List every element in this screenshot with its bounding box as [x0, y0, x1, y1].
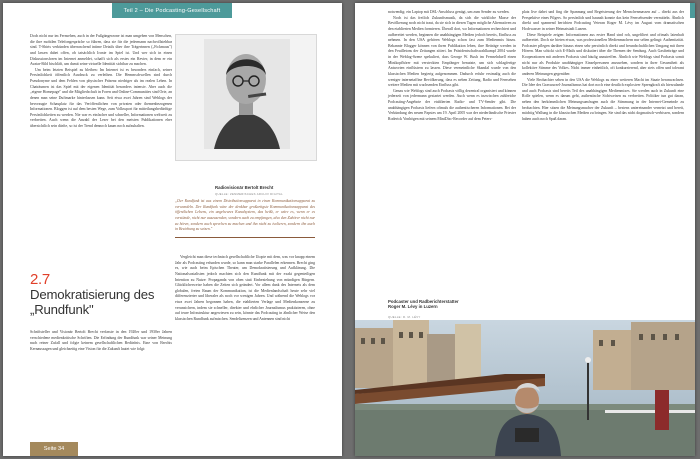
- paragraph: notwendig; ein Laptop mit DSL-Anschluss genügt, um zum Sender zu werden.: [388, 10, 510, 14]
- paragraph: Diese Beispiele zeigen: Informationen aus erster Hand sind roh, ungefiltert und oftmals laienhaft aufbereitet. Doch sie bieten etwas, was professionellen Medienmachern nur selten gelingt: Authentizität. Podcaster pflegen darüber hinaus einen sehr persönlich direkt und freundschaftlichen Umgang mit ihren Hörern. Man schickt sich E-Mails und diskutiert über die Themen der Sendung. Auch Gastbeiträge und Kooperationen mit anderen Podcasts sind häufig anzutreffen. Ähnlich wie Weblogs sind Podcasts somit nicht nur als Produkte unabhängiger Einzelpersonen anzusehen, sondern in ihrer Gesamtheit als kollektive Stimme des Volkes. Nicht immer einheitlich, oft konkurrierend, aber stets offen und tolerant anderen Meinungen gegenüber.: [522, 32, 684, 76]
- brecht-quote: „Der Rundfunk ist aus einem Distributionsapparat in einen Kommunikationsapparat zu verwandeln. Der Rundfunk wäre der denkbar großartigste Kommunikationsapparat des öffentlichen Lebens, ein ungeheures Kanalsystem, das heißt, er wäre es, wenn er es verstünde, nicht nur auszusenden, sondern auch zu empfangen, also den Zuhörer nicht nur zu hören, sondern auch sprechen zu machen und ihn nicht zu isolieren, sondern ihn auch in Beziehung zu setzen.": [175, 199, 315, 238]
- paragraph: Um beim letzten Beispiel zu bleiben: Im Internet ist es besonders einfach, seiner Persönlichkeit öffentlich Ausdruck zu verleihen. Die Hemmschwellen sind durch Pseudonyme und dem Fehlen von physischer Präsenz niedriger als im realen Leben. In Chaträumen ist das Spiel mit der eigenen Identität besonders intensiv. Aber auch die „eigene Homepage" und die Mitgliedschaft in Foren und Online-Communities sind Orte, an denen man seine Duftmarke hinterlassen kann. Seit etwa zwei Jahren sind Weblogs der bevorzugte Schauplatz für das Veröffentlichen von privaten oder themenbezogenen Informationen. Bloggen ist auf dem besten Wege, zum Volkssport für mitteilungsbedürftige Persönlichkeiten zu werden. Nie war es einfacher und schneller, Informationen weltweit zu verbreiten. Auch wenn die Anzahl der Leser bei den meisten Publikationen eher übersichtlich sein dürfte, so ist der Trend dennoch kaum noch aufzuhalten.: [30, 67, 172, 128]
- paragraph: Doch nicht nur im Fernsehen, auch in der Fußgängerzone ist man umgeben von Menschen, die ihre mobilen Telefongespräche so führen, dass sie für die jedermann nachvollziehbar sind. T-Shirts verkünden überraschend intime Details über ihre Trägerinnen („Fickmaus") und lassen dabei offen, ob tatsächlich Ironie im Spiel ist. Und wer sich in einen Diskussionsforen im Internet anmeldet, schafft sich als erstes ein Revier, in dem er ein Avatar-Bild bischläft, um damit seine virtuelle Identität sichtbar zu machen.: [30, 34, 172, 67]
- luzern-podcaster-image: [355, 320, 695, 456]
- right-column-2: [522, 10, 684, 123]
- section-number: 2.7: [30, 271, 50, 288]
- photo-credit: QUELLE: ZENMERISCHES ARCHIV DIGITAL: [215, 192, 283, 196]
- left-page: [3, 3, 342, 456]
- left-column-1: [30, 34, 172, 130]
- photo-caption: Podcaster und Radberichterstatter Roger M. Lévy in Luzern: [388, 299, 459, 310]
- paragraph: platz live dabei und fing die Spannung und Begeisterung der Menschenmassen auf – direkt aus der Perspektive eines Pilgers. So persönlich und haunah konnte das kein Fernsehsender vermitteln. Ähnlich direkt und spannend berichten Podcasting Veteran Roger M. Lévy im August vom dramatischen Hochwasser in seiner Heimatstadt Luzern.: [522, 10, 684, 31]
- photo-credit: QUELLE: R. M. LÉVY: [388, 315, 421, 319]
- section-title: Demokratisierung des „Rundfunk": [30, 287, 155, 317]
- paragraph: Schriftsteller und Visionär Bertolt Brecht verfasste in den 1920er und 1930er Jahren verschiedene medienkritische Schriften. Die Erfindung der Rundfunk war seiner Meinung nach reiner Zufall und folgte keinem gesellschaftlichen Bedürfnis. Eine von Brechts Kernaussagen und gleichzeitig eine Vision für die Zukunft lautet wie folgt:: [30, 330, 172, 351]
- paragraph: Viele Beobachter sehen in den USA die Weblogs zu einer weiteren Macht im Staate heranwachsen. Die Idee des Graswurzel-Journalismus hat dort noch eine deutlich explosiver Sprengkraft als hierzulande und auch Podcasts sind bereits Teil des unabhängigen Medienmixes. Sie werden auch in Zukunft eine Rolle spielen, wenn es darum geht, authentische Sichtweisen zu verbreiten. Politiker tun gut daran, neben den herkömmlichen Meinungsumfragen auch die Stimmung in der Internet-Gemeinde zu beobachten. Hier sitzen die Meinungsmacher der Zukunft – bestens untereinander vernetzt und bereit, mächtig Wallung in die klassischen Medien zu bringen. Sie sind das nicht dogmatisch-verbissen, sondern haben auch noch Spaß daran.: [522, 77, 684, 121]
- luzern-photo: [355, 320, 695, 456]
- left-column-2: [175, 255, 315, 323]
- brecht-photo: [175, 34, 317, 161]
- brecht-portrait-image: [176, 35, 316, 160]
- header-tab-accent: [690, 3, 695, 18]
- section-intro: [30, 330, 172, 353]
- right-column-1: [388, 10, 516, 123]
- paragraph: Vergleicht man diese technisch gesellschaftliche Utopie mit dem, was vor knapp einem Jahr als Podcasting erfunden wurde, so kann man starke Parallelen erkennen. Brecht ging es, wie auch beim Epischen Theater, um Demokratisierung und Aufklärung. Die Nationalsozialisten jedoch machten sich den Rundfunk mit der exakt gegenteiligen Intention zu Nutze: Propaganda von oben statt Einbeziehung von mündigen Bürgern. Glücklicherweise haben die Zeiten sich geändert. Vor allem dank des Internets als dem globalen, freien Raum der Kommunikation, ist die Medienlandschaft heute sehr viel differenzierter und liberaler als noch vor wenigen Jahren. Und während die Weblogs vor etwa zwei Jahren begonnen haben, die etablierten Verlage und Medienkonzerne zu verunsichern, indem sie schneller, direkter und ehrlicher Journalismus praktizieren, ohne auf teure Infrastruktur angewiesen zu sein, könnte das Podcasting in ähnlicher Weise den klassischen Rundfunk aufmischen. Sendelizenzen und Antennen sind nicht: [175, 255, 315, 321]
- right-page: [355, 3, 695, 456]
- paragraph: Genau wie Weblogs sind auch Podcasts völlig dezentral organisiert und können jederzeit von jedermann gestartet werden. Auch wenn es inzwischen zahlreiche Podcasting-Angebote der etablierten Radio- und TV-Sender gibt. Die unabhängigen Podcasts liefern oftmals die authentischeren Informationen. Bei der Verkündung des neuen Papstes am 19. April 2005 war der niederländische Priester Roderick Vonhögen mit seinem MiniDisc-Recorder auf dem Peters-: [388, 88, 516, 121]
- photo-caption: Radiovisionär Bertolt Brecht: [215, 185, 274, 190]
- chapter-header-tab: Teil 2 – Die Podcasting-Gesellschaft: [112, 3, 232, 18]
- paragraph: Noch ist das freilich Zukunftsmusik, da sich die wirkliche Masse der Bevölkerung noch nicht traut, da sie sich in diesen Tagen mögliche Alternativen zu den etablierten Medien formieren. Überall dort, wo Informationen recherchiert und aufbereitet werden, beginnen die unabhängigen Medien jedoch bereits, Einfluss zu nehmen. In den USA gehören Weblogs schon fast zum Medienmix hinzu. Bekannte Blogger können von ihren Publikation leben, ihre Beiträge werden in den Feuilletons der Zeitungen zitiert. Im Präsidentschaftswahlkampf 2004 wurde in der Weblog-Szene spekuliert, dass George W. Bush im Fernsehduell einen Minikopfhörer mit versteckten Empfänger benutzte, um sich schlagfertige Antworten einflüstern zu lassen. Diese vermeintliche Skandal wurde von den klassischen Medien begierig aufgenommen. Dadurch erfuhr erstmalig auch die weniger internetaffine Bevölkerung, dass es neben Zeitung, Radio und Fernsehen weitere Medien mit wachsenden Einfluss gibt.: [388, 15, 516, 88]
- page-number: Seite 34: [30, 442, 78, 456]
